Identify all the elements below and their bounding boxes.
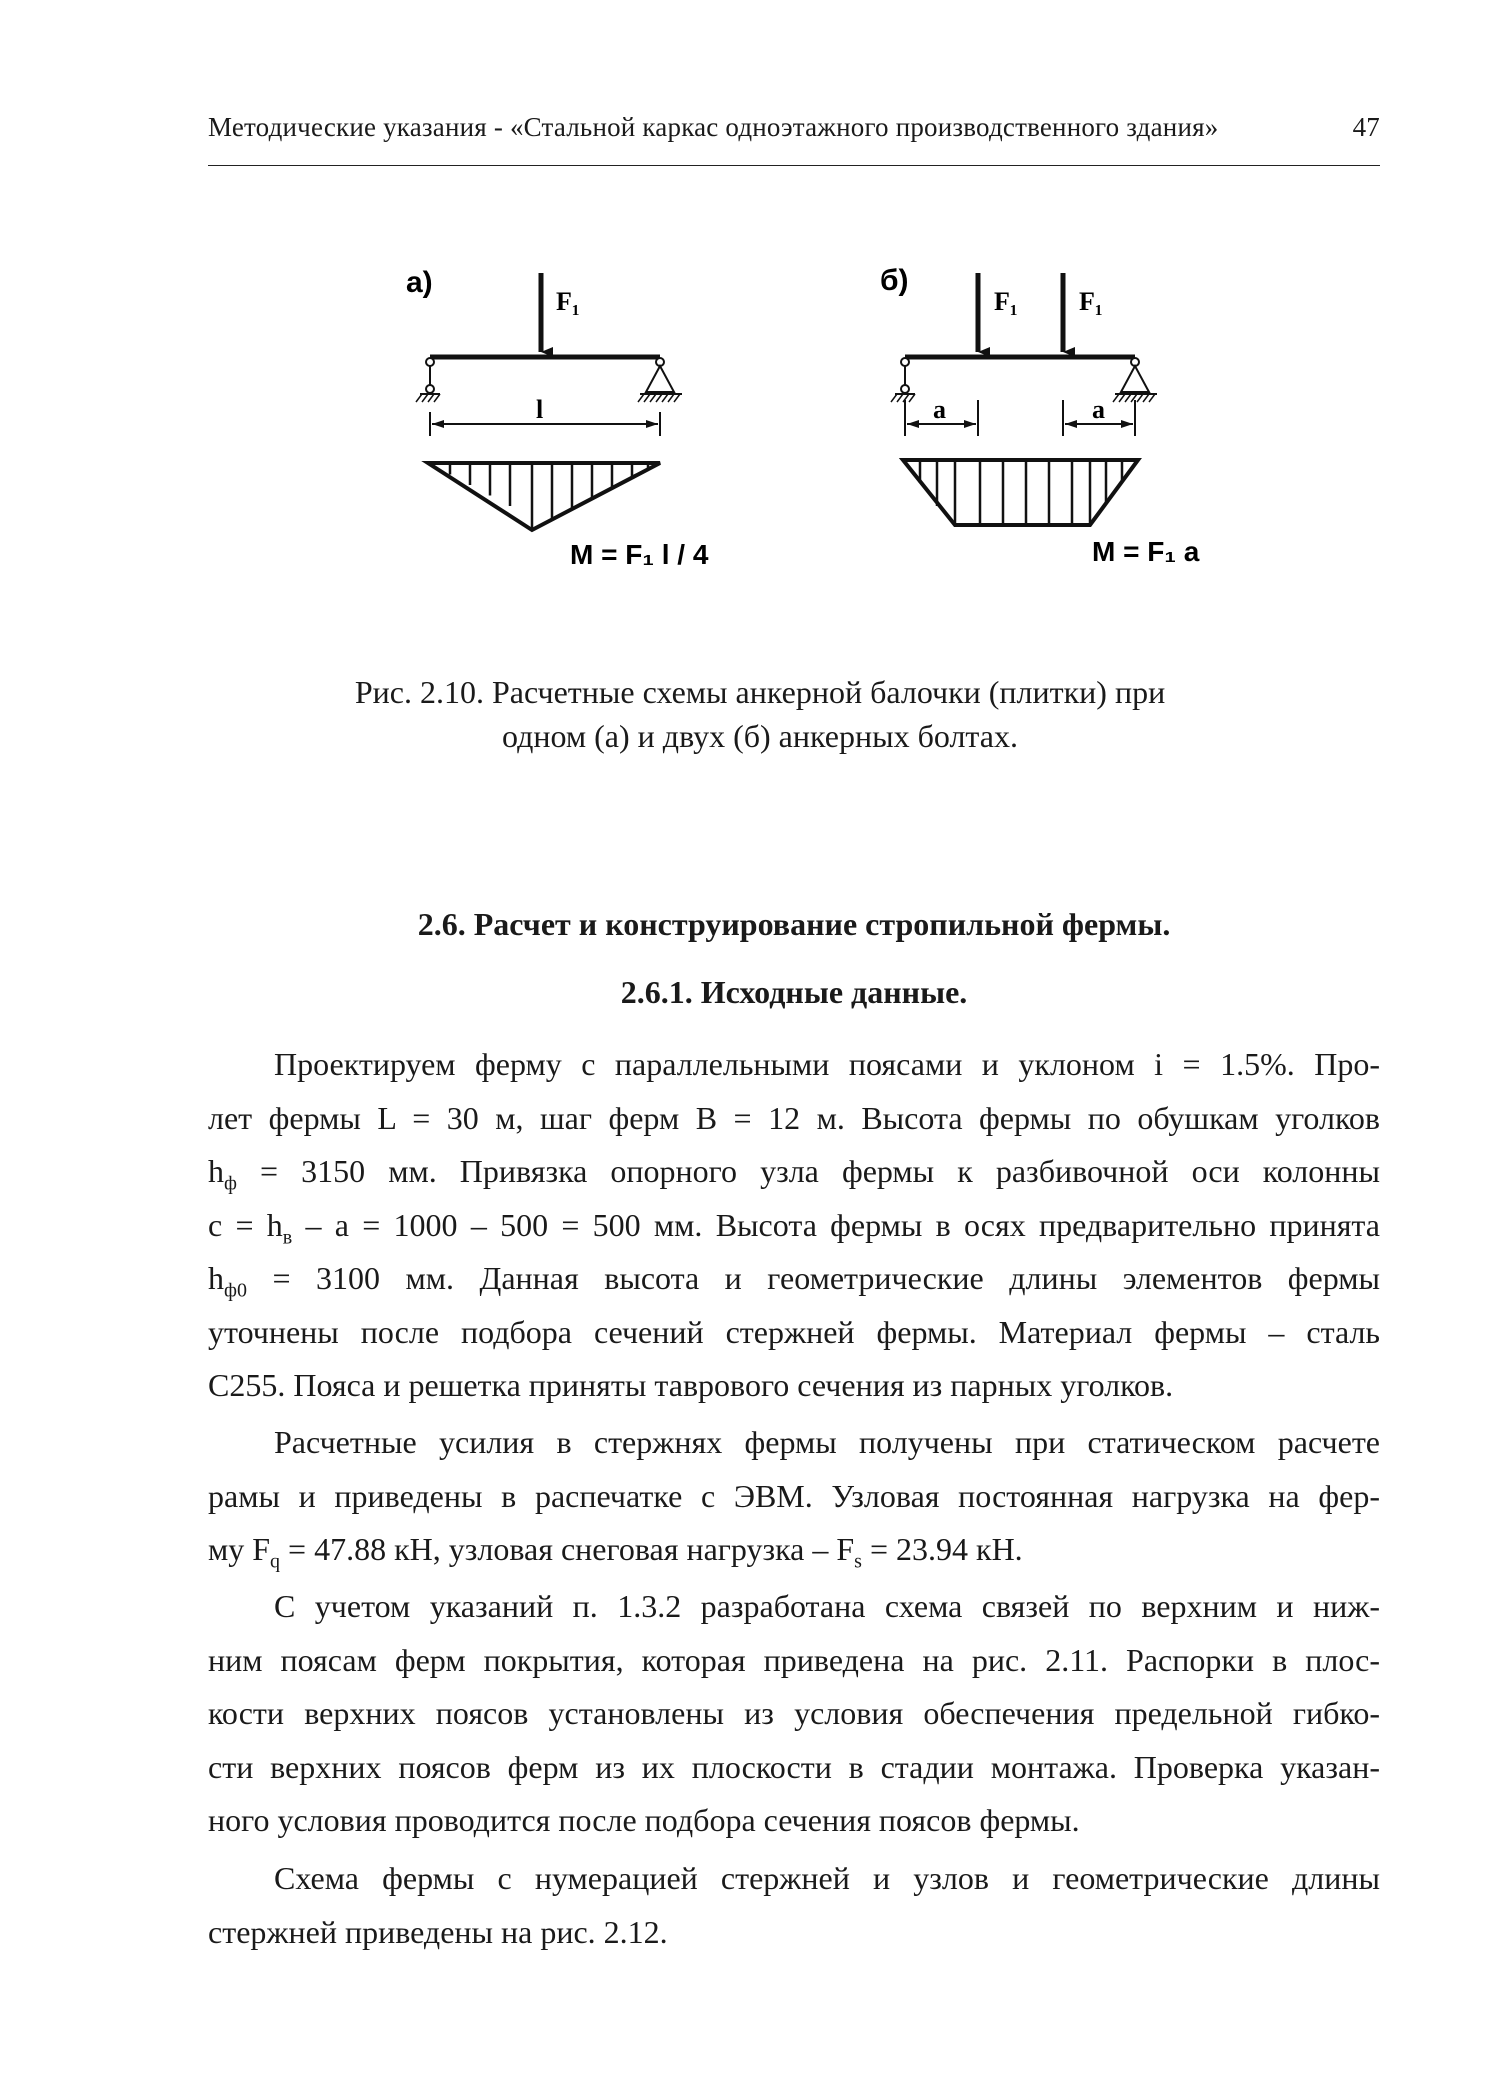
panel-b-left-support [891, 358, 915, 402]
p1-line-3: $h_ф = 3150$ мм. Привязка опорного узла фермы к разбивочной оси колонны [208, 1153, 1380, 1195]
section-heading: 2.6. Расчет и конструирование стропильной фермы. [417, 906, 1171, 942]
panel-b [880, 264, 1200, 567]
p2-line-1: Расчетные усилия в стержнях фермы получены при статическом расчете [274, 1424, 1380, 1460]
p1-line-5: $h_{ф0} = 3100$ мм. Данная высота и геометрические длины элементов фермы [208, 1260, 1380, 1302]
subsection-heading: 2.6.1. Исходные данные. [620, 974, 968, 1010]
paragraph-1 [208, 1038, 1380, 1413]
p2-line-3: му $F_q = 47.88$ кН, узловая снеговая нагрузка – $F_s = 23.94$ кН. [208, 1531, 1023, 1573]
panel-a-moment-label: M = F₁ l / 4 [570, 539, 709, 570]
p1-line-7: С255. Пояса и решетка приняты таврового сечения из парных уголков. [208, 1367, 1174, 1403]
p1-line-1: Проектируем ферму с параллельными поясами и уклоном i = 1.5%. Про- [274, 1046, 1380, 1082]
p4-line-1: Схема фермы с нумерацией стержней и узлов и геометрические длины [274, 1860, 1380, 1896]
caption-line-1: Рис. 2.10. Расчетные схемы анкерной балочки (плитки) при [354, 674, 1166, 710]
panel-b-dim-right-label: a [1092, 395, 1105, 424]
panel-a-moment-diagram [428, 463, 660, 530]
p1-line-6: уточнены после подбора сечений стержней фермы. Материал фермы – сталь [208, 1313, 1380, 1350]
p3-line-2: ним поясам ферм покрытия, которая приведена на рис. 2.11. Распорки в плос- [208, 1641, 1380, 1678]
p4-line-2: стержней приведены на рис. 2.12. [208, 1913, 668, 1950]
panel-a-span-label: l [536, 395, 544, 424]
panel-b-dim-left-label: a [933, 395, 946, 424]
p3-line-3: кости верхних поясов установлены из условия обеспечения предельной гибко- [208, 1695, 1380, 1731]
panel-b-force-left-label: F₁ [994, 287, 1018, 316]
panel-b-moment-label: M = F₁ a [1092, 536, 1200, 567]
panel-b-force-right-label: F₁ [1079, 287, 1103, 316]
figure-caption [300, 670, 1220, 758]
caption-line-2: одном (а) и двух (б) анкерных болтах. [502, 718, 1018, 754]
p1-line-2: лет фермы L = 30 м, шаг ферм B = 12 м. Высота фермы по обушкам уголков [208, 1099, 1380, 1136]
beam-schemes-figure [0, 0, 1500, 640]
p3-line-5: ного условия проводится после подбора сечения поясов фермы. [208, 1802, 1080, 1838]
panel-a-right-support [638, 358, 682, 402]
p1-line-4: $c = h_в - a = 1000 - 500 = 500$ мм. Высота фермы в осях предварительно принята [208, 1206, 1380, 1248]
panel-b-label: б) [880, 264, 909, 297]
header-title: Методические указания - «Стальной каркас одноэтажного производственного здания» [208, 112, 1219, 142]
panel-b-moment-diagram [903, 460, 1138, 525]
paragraph-3 [208, 1580, 1380, 1848]
paragraph-2 [208, 1416, 1380, 1577]
panel-b-right-support [1113, 358, 1157, 402]
p3-line-4: сти верхних поясов ферм из их плоскости в стадии монтажа. Проверка указан- [208, 1748, 1380, 1785]
panel-a-force-label: F₁ [556, 287, 580, 316]
p2-line-2: рамы и приведены в распечатке с ЭВМ. Узловая постоянная нагрузка на фер- [208, 1477, 1380, 1514]
page-number: 47 [1352, 112, 1380, 142]
panel-a-label: а) [406, 266, 433, 299]
panel-a [406, 266, 709, 570]
panel-a-left-support [416, 358, 440, 402]
paragraph-4 [208, 1852, 1380, 1959]
p3-line-1: С учетом указаний п. 1.3.2 разработана схема связей по верхним и ниж- [274, 1588, 1380, 1624]
